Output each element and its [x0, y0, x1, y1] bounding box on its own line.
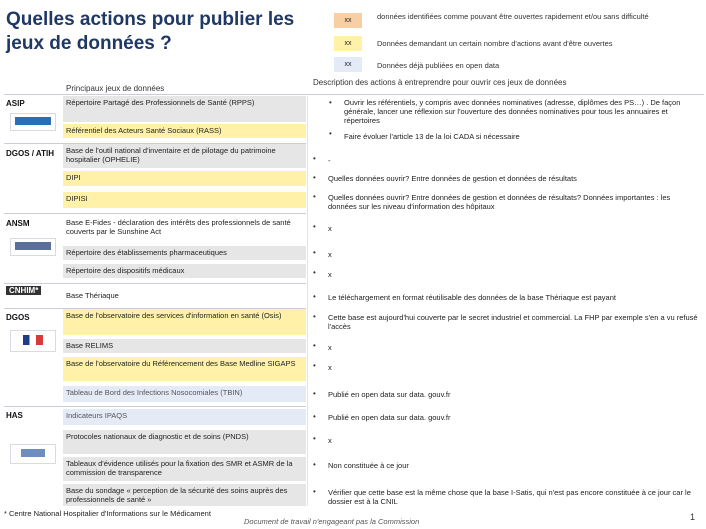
desc-efides: x: [328, 224, 332, 233]
bullet-9: •: [313, 292, 316, 301]
legend-text-actions: Données demandant un certain nombre d'actions avant d'être ouvertes: [377, 39, 613, 48]
dataset-etab-pharma: Répertoire des établissements pharmaceutiques: [63, 246, 306, 260]
org-dgos-atih: DGOS / ATIH: [6, 149, 54, 158]
dataset-pnds: Protocoles nationaux de diagnostic et de soins (PNDS): [63, 430, 306, 454]
org-ansm: ANSM: [6, 219, 30, 228]
bullet-1: •: [329, 98, 332, 107]
legend-text-published: Données déjà publiées en open data: [377, 61, 500, 70]
desc-sigaps: x: [328, 363, 332, 372]
has-logo: [10, 444, 56, 464]
dataset-dispositifs: Répertoire des dispositifs médicaux: [63, 264, 306, 278]
dataset-dipisi: DIPISI: [63, 192, 306, 208]
desc-sondage: Vérifier que cette base est la même chose que la base I-Satis, qui n'est pas encore constituée à ce jour car le dossier est à la CNIL: [328, 488, 691, 506]
bullet-12: •: [313, 361, 316, 370]
dataset-rass: Référentiel des Acteurs Santé Sociaux (RASS): [63, 124, 306, 138]
legend-chip-actions: xx: [334, 36, 362, 51]
footnote: * Centre National Hospitalier d'Informations sur le Médicament: [4, 509, 211, 518]
header-actions: Description des actions à entreprendre pour ouvrir ces jeux de données: [313, 78, 567, 87]
desc-tbin: Publié en open data sur data. gouv.fr: [328, 390, 451, 399]
bullet-5: •: [313, 192, 316, 201]
desc-dispositifs: x: [328, 270, 332, 279]
bullet-4: •: [313, 173, 316, 182]
desc-theriaque: Le téléchargement en format réutilisable des données de la base Thériaque est payant: [328, 293, 616, 302]
org-cnhim: CNHIM*: [6, 286, 41, 295]
desc-cada: Faire évoluer l'article 13 de la loi CADA si nécessaire: [344, 132, 520, 141]
legend-text-quick: données identifiées comme pouvant être ouvertes rapidement et/ou sans difficulté: [377, 12, 649, 21]
bullet-14: •: [313, 412, 316, 421]
dataset-ophelie: Base de l'outil national d'inventaire et de pilotage du patrimoine hospitalier (OPHELIE): [63, 144, 306, 168]
ministry-logo: [10, 330, 56, 352]
divider-dgos-atih: [4, 213, 306, 214]
dataset-efides: Base E-Fides - déclaration des intérêts des professionnels de santé couverts par le Sunshine Act: [66, 218, 291, 236]
legend-chip-published: xx: [334, 57, 362, 72]
page-number: 1: [690, 512, 696, 522]
page-title: Quelles actions pour publier les jeux de données ?: [6, 9, 295, 54]
bullet-2: •: [329, 129, 332, 138]
dataset-osis: Base de l'observatoire des services d'information en santé (Osis): [63, 309, 306, 335]
header-divider: [4, 94, 704, 95]
bullet-7: •: [313, 248, 316, 257]
bullet-3: •: [313, 154, 316, 163]
dataset-smr-asmr: Tableaux d'évidence utilisés pour la fixation des SMR et ASMR de la commission de transparence: [63, 457, 306, 481]
asip-logo: [10, 113, 56, 131]
bullet-17: •: [313, 487, 316, 496]
desc-pnds: x: [328, 436, 332, 445]
divider-dgos: [4, 406, 306, 407]
org-dgos: DGOS: [6, 313, 30, 322]
desc-rpps-rass: Ouvrir les référentiels, y compris avec données nominatives (adresse, diplômes des PS…) . De façon générale, lancer une réflexion sur l'ouverture des données nominatives pour tous les annuaires et répertoires: [344, 98, 681, 125]
bullet-6: •: [313, 222, 316, 231]
desc-smr-asmr: Non constituée à ce jour: [328, 461, 409, 470]
org-has: HAS: [6, 411, 23, 420]
desc-ophelie: -: [328, 156, 331, 165]
desc-ipaqs: Publié en open data sur data. gouv.fr: [328, 413, 451, 422]
desc-etab-pharma: x: [328, 250, 332, 259]
dataset-sondage: Base du sondage « perception de la sécurité des soins auprès des professionnels de santé »: [63, 484, 306, 506]
desc-dipisi: Quelles données ouvrir? Entre données de gestion et données de résultats? Données importantes : les données sur les niveau d'information des hôpitaux: [328, 193, 671, 211]
header-datasets: Principaux jeux de données: [66, 84, 165, 93]
org-asip: ASIP: [6, 99, 25, 108]
desc-osis: Cette base est aujourd'hui couverte par le secret industriel et commercial. La FHP par exemple s'en a vu refusé l'accès: [328, 313, 698, 331]
dataset-tbin: Tableau de Bord des Infections Nosocomiales (TBIN): [63, 386, 306, 402]
divider-ansm: [4, 283, 306, 284]
bullet-16: •: [313, 460, 316, 469]
bullet-10: •: [313, 312, 316, 321]
dataset-ipaqs: Indicateurs IPAQS: [63, 409, 306, 425]
bullet-8: •: [313, 268, 316, 277]
dataset-relims: Base RELIMS: [63, 339, 306, 353]
footer-disclaimer: Document de travail n'engageant pas la Commission: [244, 517, 420, 526]
ansm-logo: [10, 238, 56, 256]
column-divider: [307, 96, 308, 506]
desc-dipi: Quelles données ouvrir? Entre données de gestion et données de résultats: [328, 174, 577, 183]
dataset-sigaps: Base de l'observatoire du Référencement des Base Medline SIGAPS: [63, 357, 306, 381]
bullet-11: •: [313, 341, 316, 350]
dataset-dipi: DIPI: [63, 171, 306, 186]
legend-chip-quick: xx: [334, 13, 362, 28]
desc-relims: x: [328, 343, 332, 352]
bullet-15: •: [313, 434, 316, 443]
bullet-13: •: [313, 389, 316, 398]
dataset-rpps: Répertoire Partagé des Professionnels de Santé (RPPS): [63, 96, 306, 122]
dataset-theriaque: Base Thériaque: [66, 291, 119, 300]
